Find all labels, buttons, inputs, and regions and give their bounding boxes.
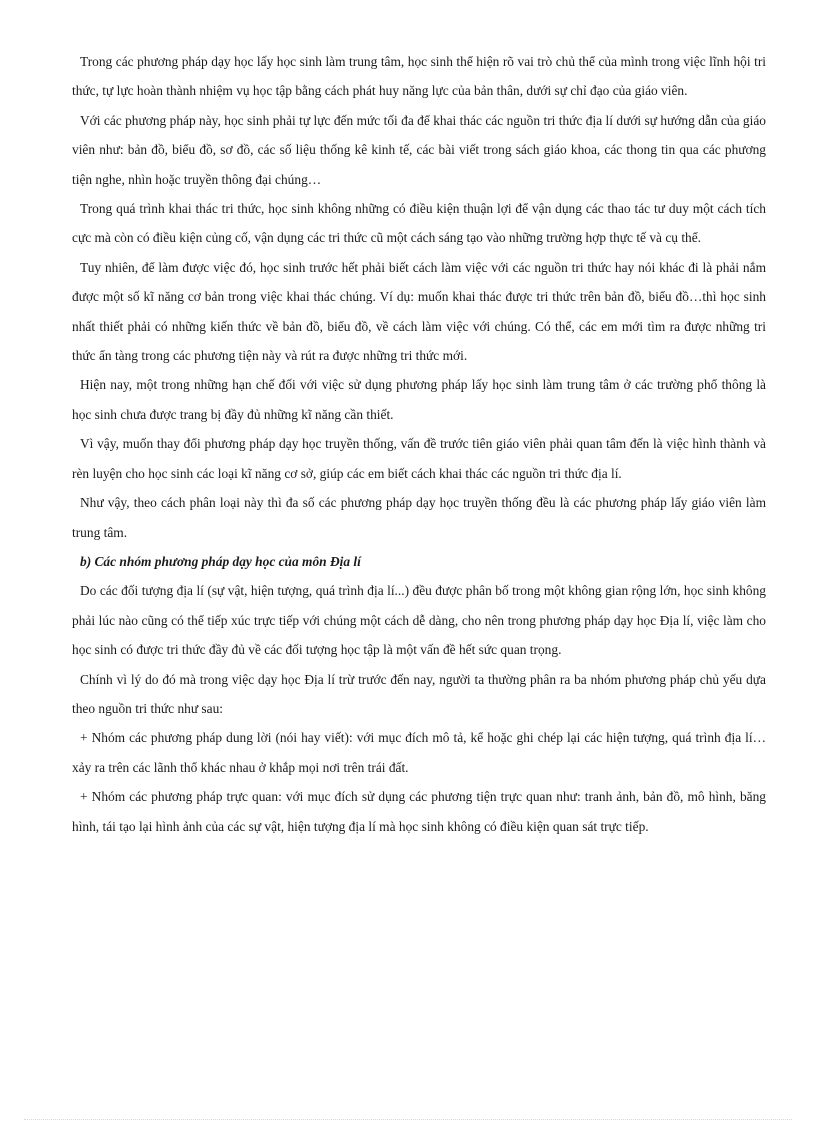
list-item-visual-methods: + Nhóm các phương pháp trực quan: với mục đích sử dụng các phương tiện trực quan như: tranh ảnh, bản đồ, mô hình, băng hình, tái tạo lại hình ảnh của các sự vật, hiện tượng địa lí mà học sinh không có điều kiện quan sát trực tiếp. (72, 789, 766, 834)
paragraph-learner-centered-role: Trong các phương pháp dạy học lấy học sinh làm trung tâm, học sinh thể hiện rõ vai trò chủ thể của mình trong việc lĩnh hội tri thức, tự lực hoàn thành nhiệm vụ học tập bằng cách phát huy năng lực của bản thân, dưới sự chỉ đạo của giáo viên. (72, 54, 766, 99)
list-item-verbal-methods: + Nhóm các phương pháp dung lời (nói hay viết): với mục đích mô tả, kể hoặc ghi chép lại các hiện tượng, quá trình địa lí…xảy ra trên các lãnh thổ khác nhau ở khắp mọi nơi trên trái đất. (72, 730, 766, 775)
paragraph-changing-methods: Vì vậy, muốn thay đổi phương pháp dạy học truyền thống, vấn đề trước tiên giáo viên phải quan tâm đến là việc hình thành và rèn luyện cho học sinh các loại kĩ năng cơ sở, giúp các em biết cách khai thác các nguồn tri thức địa lí. (72, 436, 766, 481)
paragraph-knowledge-exploitation: Trong quá trình khai thác tri thức, học sinh không những có điều kiện thuận lợi để vận dụng các thao tác tư duy một cách tích cực mà còn có điều kiện củng cố, vận dụng các tri thức cũ một cách sáng tạo vào những trường hợp thực tế và cụ thể. (72, 201, 766, 246)
paragraph-three-method-groups: Chính vì lý do đó mà trong việc dạy học Địa lí trừ trước đến nay, người ta thường phân ra ba nhóm phương pháp chủ yếu dựa theo nguồn tri thức như sau: (72, 671, 766, 716)
paragraph-basic-skills: Tuy nhiên, để làm được việc đó, học sinh trước hết phải biết cách làm việc với các nguồn tri thức hay nói khác đi là phải nắm được một số kĩ năng cơ bản trong việc khai thác chúng. Ví dụ: muốn khai thác được tri thức trên bản đồ, biểu đồ…thì học sinh nhất thiết phải có những kiến thức về bản đồ, biểu đồ, về cách làm việc với chúng. Có thể, các em mới tìm ra được những tri thức ẩn tàng trong các phương tiện này và rút ra được những tri thức mới. (72, 259, 766, 364)
section-heading: b) Các nhóm phương pháp dạy học của môn Địa lí (80, 553, 361, 569)
paragraph-classification-conclusion: Như vậy, theo cách phân loại này thì đa số các phương pháp dạy học truyền thống đều là các phương pháp lấy giáo viên làm trung tâm. (72, 495, 766, 540)
paragraph-current-limitations: Hiện nay, một trong những hạn chế đối với việc sử dụng phương pháp lấy học sinh làm trung tâm ở các trường phổ thông là học sinh chưa được trang bị đầy đủ những kĩ năng cần thiết. (72, 377, 766, 422)
paragraph-knowledge-sources: Với các phương pháp này, học sinh phải tự lực đến mức tối đa để khai thác các nguồn tri thức địa lí dưới sự hướng dẫn của giáo viên như: bản đồ, biểu đồ, sơ đồ, các số liệu thống kê kinh tế, các bài viết trong sách giáo khoa, các thong tin qua các phương tiện nghe, nhìn hoặc truyền thông đại chúng… (72, 112, 766, 187)
paragraph-geographic-objects: Do các đối tượng địa lí (sự vật, hiện tượng, quá trình địa lí...) đều được phân bố trong một không gian rộng lớn, học sinh không phải lúc nào cũng có thể tiếp xúc trực tiếp với chúng một cách dễ dàng, cho nên trong phương pháp dạy học Địa lí, việc làm cho học sinh có được tri thức đầy đủ về các đối tượng học tập là một vấn đề hết sức quan trọng. (72, 583, 766, 658)
document-page (72, 47, 766, 841)
page-bottom-divider (24, 1119, 792, 1120)
